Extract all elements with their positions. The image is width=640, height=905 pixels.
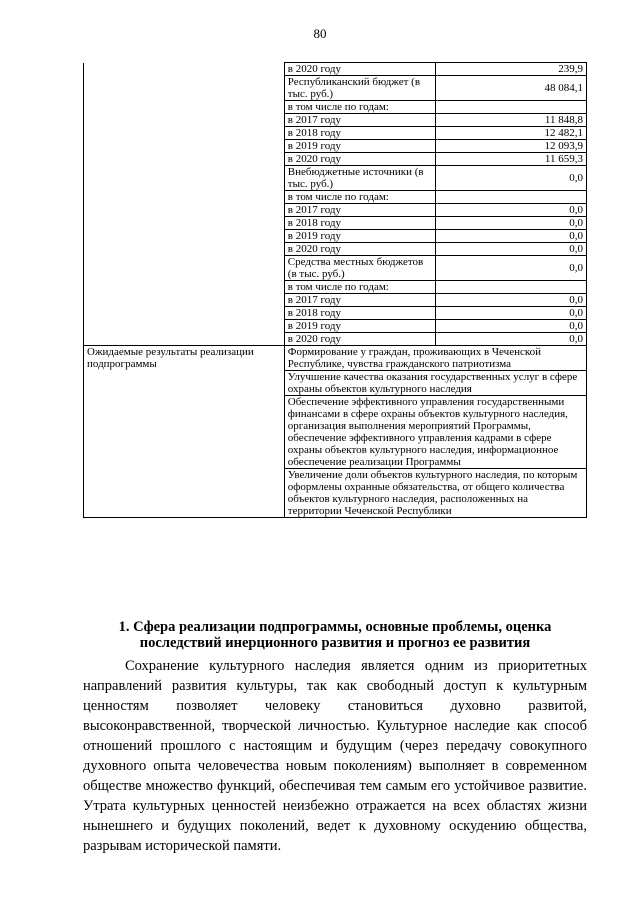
result-item: Обеспечение эффективного управления государственными финансами в сфере охраны объектов культурного наследия, организация выполнения мероприятий Программы, обеспечение эффективного управления кадрами в сфере охраны объектов культурного наследия, информационное обеспечение реализации Программы [284, 396, 586, 469]
finance-label: в 2020 году [284, 333, 435, 346]
finance-value: 0,0 [436, 256, 587, 281]
body-paragraph: Сохранение культурного наследия является одним из приоритетных направлений развития культуры, так как свободный доступ к культурным ценностям позволяет человеку становиться духовно развитой, высоконравственной, творческой личностью. Культурное наследие как способ отношений прошлого с настоящим и будущим (через передачу совокупного духовного опыта человечества новым поколениям) выполняет в современном обществе множество функций, обеспечивая тем самым его устойчивое развитие. Утрата культурных ценностей неизбежно отражается на всех областях жизни нынешнего и будущих поколений, ведет к духовному оскудению общества, разрывам исторической памяти. [83, 658, 587, 854]
finance-label: в 2020 году [284, 63, 435, 76]
finance-label: в 2020 году [284, 153, 435, 166]
finance-label: в том числе по годам: [284, 191, 435, 204]
finance-value: 0,0 [436, 166, 587, 191]
empty-label-cell [84, 256, 285, 281]
finance-value: 0,0 [436, 204, 587, 217]
finance-row [84, 333, 587, 346]
finance-value: 0,0 [436, 294, 587, 307]
subprogram-passport-table [83, 62, 587, 518]
finance-label: в 2018 году [284, 217, 435, 230]
finance-label: Средства местных бюджетов (в тыс. руб.) [284, 256, 435, 281]
finance-row [84, 63, 587, 76]
finance-row [84, 204, 587, 217]
empty-label-cell [84, 230, 285, 243]
results-rows [84, 346, 587, 518]
finance-value: 0,0 [436, 217, 587, 230]
finance-row [84, 294, 587, 307]
finance-value: 0,0 [436, 307, 587, 320]
result-item: Формирование у граждан, проживающих в Чеченской Республике, чувства гражданского патриотизма [284, 346, 586, 371]
finance-label: в 2018 году [284, 307, 435, 320]
finance-value: 0,0 [436, 320, 587, 333]
finance-row [84, 281, 587, 294]
empty-label-cell [84, 191, 285, 204]
finance-row [84, 320, 587, 333]
section-title: 1. Сфера реализации подпрограммы, основные проблемы, оценка последствий инерционного развития и прогноз ее развития [118, 619, 552, 651]
finance-label: в 2019 году [284, 320, 435, 333]
empty-label-cell [84, 320, 285, 333]
finance-row [84, 166, 587, 191]
finance-row [84, 114, 587, 127]
finance-value: 11 659,3 [436, 153, 587, 166]
finance-row [84, 243, 587, 256]
finance-row [84, 140, 587, 153]
finance-value: 0,0 [436, 333, 587, 346]
result-row [84, 346, 587, 371]
finance-label: в том числе по годам: [284, 101, 435, 114]
finance-label: Внебюджетные источники (в тыс. руб.) [284, 166, 435, 191]
finance-label: в 2019 году [284, 230, 435, 243]
finance-value: 48 084,1 [436, 76, 587, 101]
results-label: Ожидаемые результаты реализации подпрограммы [84, 346, 285, 518]
finance-label: Республиканский бюджет (в тыс. руб.) [284, 76, 435, 101]
finance-value: 0,0 [436, 243, 587, 256]
empty-label-cell [84, 153, 285, 166]
finance-value: 12 482,1 [436, 127, 587, 140]
finance-label: в 2019 году [284, 140, 435, 153]
finance-row [84, 153, 587, 166]
finance-row [84, 127, 587, 140]
finance-row [84, 307, 587, 320]
finance-label: в 2017 году [284, 114, 435, 127]
empty-label-cell [84, 217, 285, 230]
finance-value: 11 848,8 [436, 114, 587, 127]
empty-label-cell [84, 281, 285, 294]
finance-value [436, 101, 587, 114]
finance-value: 0,0 [436, 230, 587, 243]
finance-row [84, 76, 587, 101]
finance-label: в 2018 году [284, 127, 435, 140]
empty-label-cell [84, 166, 285, 191]
empty-label-cell [84, 307, 285, 320]
empty-label-cell [84, 140, 285, 153]
finance-value: 239,9 [436, 63, 587, 76]
finance-rows [84, 63, 587, 346]
empty-label-cell [84, 101, 285, 114]
empty-label-cell [84, 63, 285, 76]
finance-row [84, 256, 587, 281]
empty-label-cell [84, 76, 285, 101]
finance-value [436, 281, 587, 294]
finance-value [436, 191, 587, 204]
empty-label-cell [84, 294, 285, 307]
finance-row [84, 217, 587, 230]
finance-label: в 2020 году [284, 243, 435, 256]
empty-label-cell [84, 333, 285, 346]
finance-label: в том числе по годам: [284, 281, 435, 294]
finance-label: в 2017 году [284, 294, 435, 307]
empty-label-cell [84, 127, 285, 140]
finance-row [84, 101, 587, 114]
finance-row [84, 230, 587, 243]
empty-label-cell [84, 114, 285, 127]
result-item: Увеличение доли объектов культурного наследия, по которым оформлены охранные обязательства, от общего количества объектов культурного наследия, расположенных на территории Чеченской Республики [284, 469, 586, 518]
empty-label-cell [84, 243, 285, 256]
page-number: 80 [313, 26, 327, 41]
finance-label: в 2017 году [284, 204, 435, 217]
result-item: Улучшение качества оказания государственных услуг в сфере охраны объектов культурного наследия [284, 371, 586, 396]
finance-value: 12 093,9 [436, 140, 587, 153]
finance-row [84, 191, 587, 204]
empty-label-cell [84, 204, 285, 217]
